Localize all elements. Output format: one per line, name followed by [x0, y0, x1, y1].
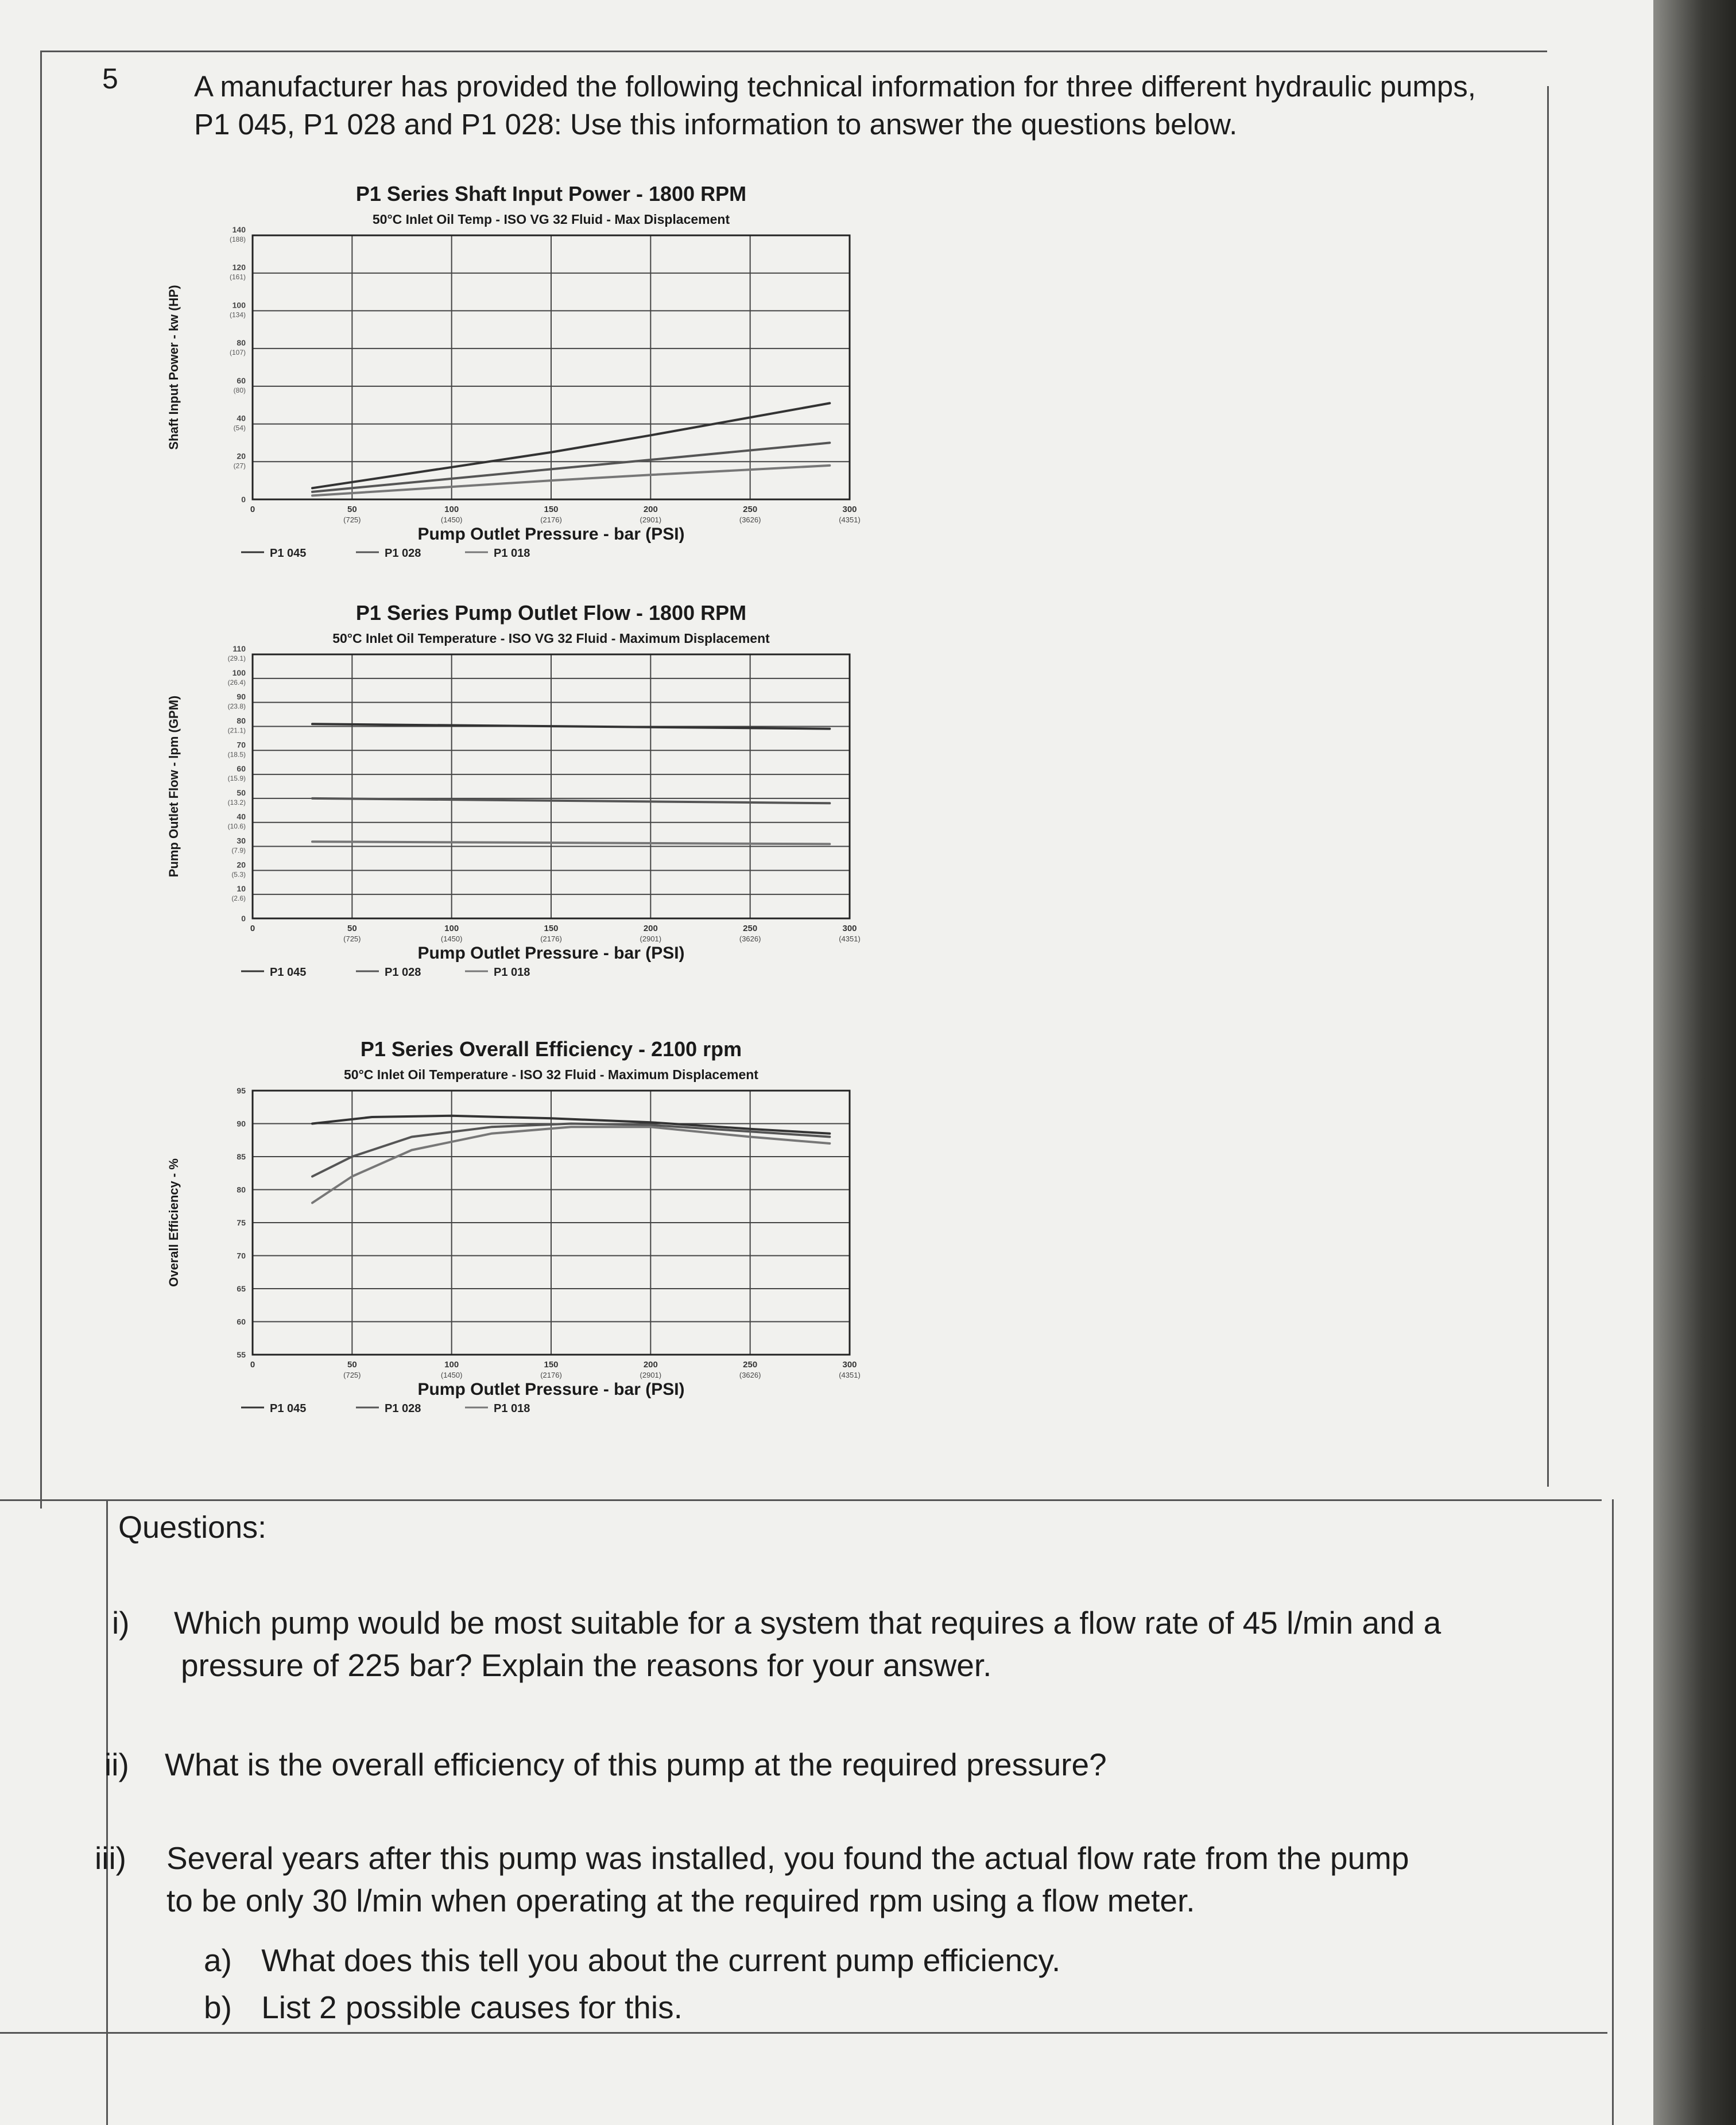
intro-text: A manufacturer has provided the following technical information for three different hydraulic pumps, P1 045, P1 028 and P1 028: Use this information to answer the questions below.: [194, 70, 1476, 141]
legend-label: P1 018: [494, 547, 530, 560]
y-tick-label: 0: [241, 914, 246, 923]
question-i: [112, 1601, 1605, 1686]
y-tick-sublabel: (18.5): [227, 750, 246, 759]
x-tick-label: 250: [743, 924, 758, 933]
y-tick-label: 60: [237, 764, 246, 774]
x-tick-label: 50: [347, 924, 357, 933]
y-tick-label: 20: [237, 860, 246, 870]
series-line-p1-028: [312, 1124, 830, 1177]
legend-label: P1 028: [385, 1402, 421, 1415]
x-tick-label: 0: [250, 505, 255, 514]
y-tick-label: 95: [237, 1086, 246, 1095]
x-tick-sublabel: (2901): [640, 515, 662, 524]
y-tick-label: 100: [232, 300, 246, 310]
y-tick-sublabel: (107): [229, 348, 246, 357]
page-rule-bottom: [0, 2032, 1607, 2034]
x-tick-sublabel: (4351): [839, 515, 861, 524]
chart-svg: [144, 597, 890, 987]
x-tick-sublabel: (3626): [739, 934, 761, 943]
x-tick-sublabel: (2176): [540, 934, 562, 943]
series-line-p1-028: [312, 798, 830, 803]
y-tick-sublabel: (10.6): [227, 822, 246, 831]
x-tick-sublabel: (725): [343, 1371, 361, 1379]
x-tick-sublabel: (725): [343, 515, 361, 524]
y-tick-label: 10: [237, 884, 246, 894]
question-iii-a-text: What does this tell you about the current pump efficiency.: [261, 1942, 1061, 1978]
y-tick-label: 80: [237, 716, 246, 726]
page-rule-left: [40, 51, 42, 1509]
x-tick-label: 300: [842, 1360, 857, 1370]
legend-label: P1 028: [385, 547, 421, 560]
y-tick-label: 120: [232, 262, 246, 272]
x-tick-label: 50: [347, 1360, 357, 1370]
y-tick-label: 70: [237, 740, 246, 750]
background-dark-edge: [1653, 0, 1736, 2125]
y-tick-sublabel: (2.6): [231, 894, 246, 903]
question-iii-b: [204, 1986, 683, 2029]
chart-title: P1 Series Pump Outlet Flow - 1800 RPM: [355, 601, 747, 625]
chart-title: P1 Series Shaft Input Power - 1800 RPM: [355, 182, 747, 205]
y-tick-sublabel: (21.1): [227, 726, 246, 735]
y-axis-label: Shaft Input Power - kw (HP): [166, 285, 181, 450]
x-tick-sublabel: (2901): [640, 934, 662, 943]
x-tick-label: 100: [444, 505, 459, 514]
y-tick-label: 85: [237, 1152, 246, 1161]
x-tick-sublabel: (2901): [640, 1371, 662, 1379]
x-tick-sublabel: (725): [343, 934, 361, 943]
x-tick-label: 150: [544, 924, 559, 933]
page-rule-mid: [0, 1499, 1602, 1501]
y-tick-label: 20: [237, 451, 246, 461]
y-tick-label: 75: [237, 1218, 246, 1227]
y-tick-label: 110: [232, 644, 246, 653]
x-tick-label: 100: [444, 1360, 459, 1370]
x-axis-label: Pump Outlet Pressure - bar (PSI): [417, 1380, 685, 1399]
question-i-line-1: Which pump would be most suitable for a system that requires a flow rate of 45 l/min and a: [174, 1605, 1442, 1641]
y-tick-sublabel: (29.1): [227, 654, 246, 662]
legend-label: P1 045: [270, 1402, 307, 1415]
y-tick-label: 60: [237, 375, 246, 385]
page-rule-right: [1547, 86, 1549, 1487]
x-tick-sublabel: (2176): [540, 1371, 562, 1379]
x-tick-label: 300: [842, 924, 857, 933]
series-line-p1-028: [312, 443, 830, 492]
chart-svg: [144, 178, 890, 568]
x-tick-label: 300: [842, 505, 857, 514]
question-number: 5: [102, 63, 118, 95]
y-tick-label: 65: [237, 1284, 246, 1293]
x-tick-sublabel: (3626): [739, 1371, 761, 1379]
y-tick-sublabel: (7.9): [231, 846, 246, 855]
y-tick-label: 70: [237, 1251, 246, 1261]
y-tick-label: 60: [237, 1317, 246, 1327]
question-iii: [95, 1837, 1616, 1922]
legend-label: P1 028: [385, 966, 421, 979]
y-tick-label: 100: [232, 668, 246, 677]
question-iii-line-2: to be only 30 l/min when operating at the required rpm using a flow meter.: [166, 1883, 1195, 1918]
x-tick-sublabel: (4351): [839, 934, 861, 943]
x-tick-sublabel: (1450): [440, 1371, 463, 1379]
y-tick-sublabel: (23.8): [227, 702, 246, 711]
question-i-number: i): [112, 1605, 130, 1641]
x-tick-label: 150: [544, 1360, 559, 1370]
question-iii-a-number: a): [204, 1942, 232, 1978]
pump-outlet-flow-chart: [144, 597, 890, 987]
chart-title: P1 Series Overall Efficiency - 2100 rpm: [360, 1037, 742, 1061]
y-axis-label: Overall Efficiency - %: [166, 1158, 181, 1287]
x-tick-sublabel: (3626): [739, 515, 761, 524]
x-tick-label: 0: [250, 1360, 255, 1370]
y-tick-sublabel: (27): [233, 462, 246, 470]
y-tick-label: 30: [237, 836, 246, 846]
x-axis-label: Pump Outlet Pressure - bar (PSI): [417, 525, 685, 544]
x-tick-sublabel: (1450): [440, 515, 463, 524]
overall-efficiency-chart: [144, 1033, 890, 1424]
legend-label: P1 045: [270, 547, 307, 560]
page-rule-q-left: [106, 1499, 108, 2125]
question-iii-number: iii): [95, 1840, 126, 1876]
y-tick-label: 40: [237, 812, 246, 821]
y-tick-sublabel: (80): [233, 386, 246, 394]
legend-label: P1 018: [494, 966, 530, 979]
chart-svg: [144, 1033, 890, 1424]
question-iii-b-number: b): [204, 1990, 232, 2025]
y-tick-label: 90: [237, 692, 246, 701]
x-tick-sublabel: (1450): [440, 934, 463, 943]
legend-label: P1 018: [494, 1402, 530, 1415]
y-tick-label: 50: [237, 788, 246, 797]
series-line-p1-018: [312, 466, 830, 496]
page-rule-top: [40, 51, 1547, 52]
x-tick-label: 100: [444, 924, 459, 933]
series-line-p1-045: [312, 403, 830, 488]
question-ii-number: ii): [104, 1747, 129, 1782]
question-iii-line-1: Several years after this pump was installed, you found the actual flow rate from the pump: [166, 1840, 1409, 1876]
question-ii: [104, 1743, 1597, 1786]
chart-subtitle: 50°C Inlet Oil Temperature - ISO 32 Fluid - Maximum Displacement: [344, 1067, 758, 1082]
x-tick-label: 50: [347, 505, 357, 514]
question-iii-a: [204, 1939, 1060, 1981]
question-ii-line-1: What is the overall efficiency of this pump at the required pressure?: [165, 1747, 1107, 1782]
y-tick-sublabel: (188): [229, 235, 246, 243]
chart-subtitle: 50°C Inlet Oil Temp - ISO VG 32 Fluid - Max Displacement: [372, 212, 730, 227]
y-tick-label: 55: [237, 1350, 246, 1359]
y-tick-label: 90: [237, 1119, 246, 1129]
x-tick-sublabel: (2176): [540, 515, 562, 524]
x-tick-label: 250: [743, 505, 758, 514]
x-tick-sublabel: (4351): [839, 1371, 861, 1379]
y-tick-sublabel: (54): [233, 424, 246, 432]
y-tick-label: 80: [237, 1185, 246, 1195]
question-iii-b-text: List 2 possible causes for this.: [261, 1990, 683, 2025]
x-tick-label: 0: [250, 924, 255, 933]
y-tick-label: 0: [241, 495, 246, 504]
x-tick-label: 150: [544, 505, 559, 514]
y-tick-label: 40: [237, 413, 246, 423]
x-tick-label: 250: [743, 1360, 758, 1370]
shaft-input-power-chart: [144, 178, 890, 568]
y-tick-label: 80: [237, 338, 246, 348]
x-axis-label: Pump Outlet Pressure - bar (PSI): [417, 944, 685, 963]
questions-title: Questions:: [118, 1510, 267, 1545]
y-axis-label: Pump Outlet Flow - lpm (GPM): [166, 695, 181, 878]
y-tick-label: 140: [232, 225, 246, 234]
y-tick-sublabel: (15.9): [227, 774, 246, 783]
y-tick-sublabel: (26.4): [227, 678, 246, 687]
x-tick-label: 200: [643, 505, 658, 514]
y-tick-sublabel: (5.3): [231, 870, 246, 879]
page-rule-q-right: [1612, 1499, 1614, 2125]
chart-subtitle: 50°C Inlet Oil Temperature - ISO VG 32 Fluid - Maximum Displacement: [332, 631, 770, 646]
legend-label: P1 045: [270, 966, 307, 979]
question-i-line-2: pressure of 225 bar? Explain the reasons for your answer.: [181, 1647, 992, 1683]
y-tick-sublabel: (134): [229, 311, 246, 319]
x-tick-label: 200: [643, 924, 658, 933]
series-line-p1-018: [312, 842, 830, 844]
x-tick-label: 200: [643, 1360, 658, 1370]
y-tick-sublabel: (161): [229, 273, 246, 281]
y-tick-sublabel: (13.2): [227, 798, 246, 806]
series-line-p1-018: [312, 1127, 830, 1203]
